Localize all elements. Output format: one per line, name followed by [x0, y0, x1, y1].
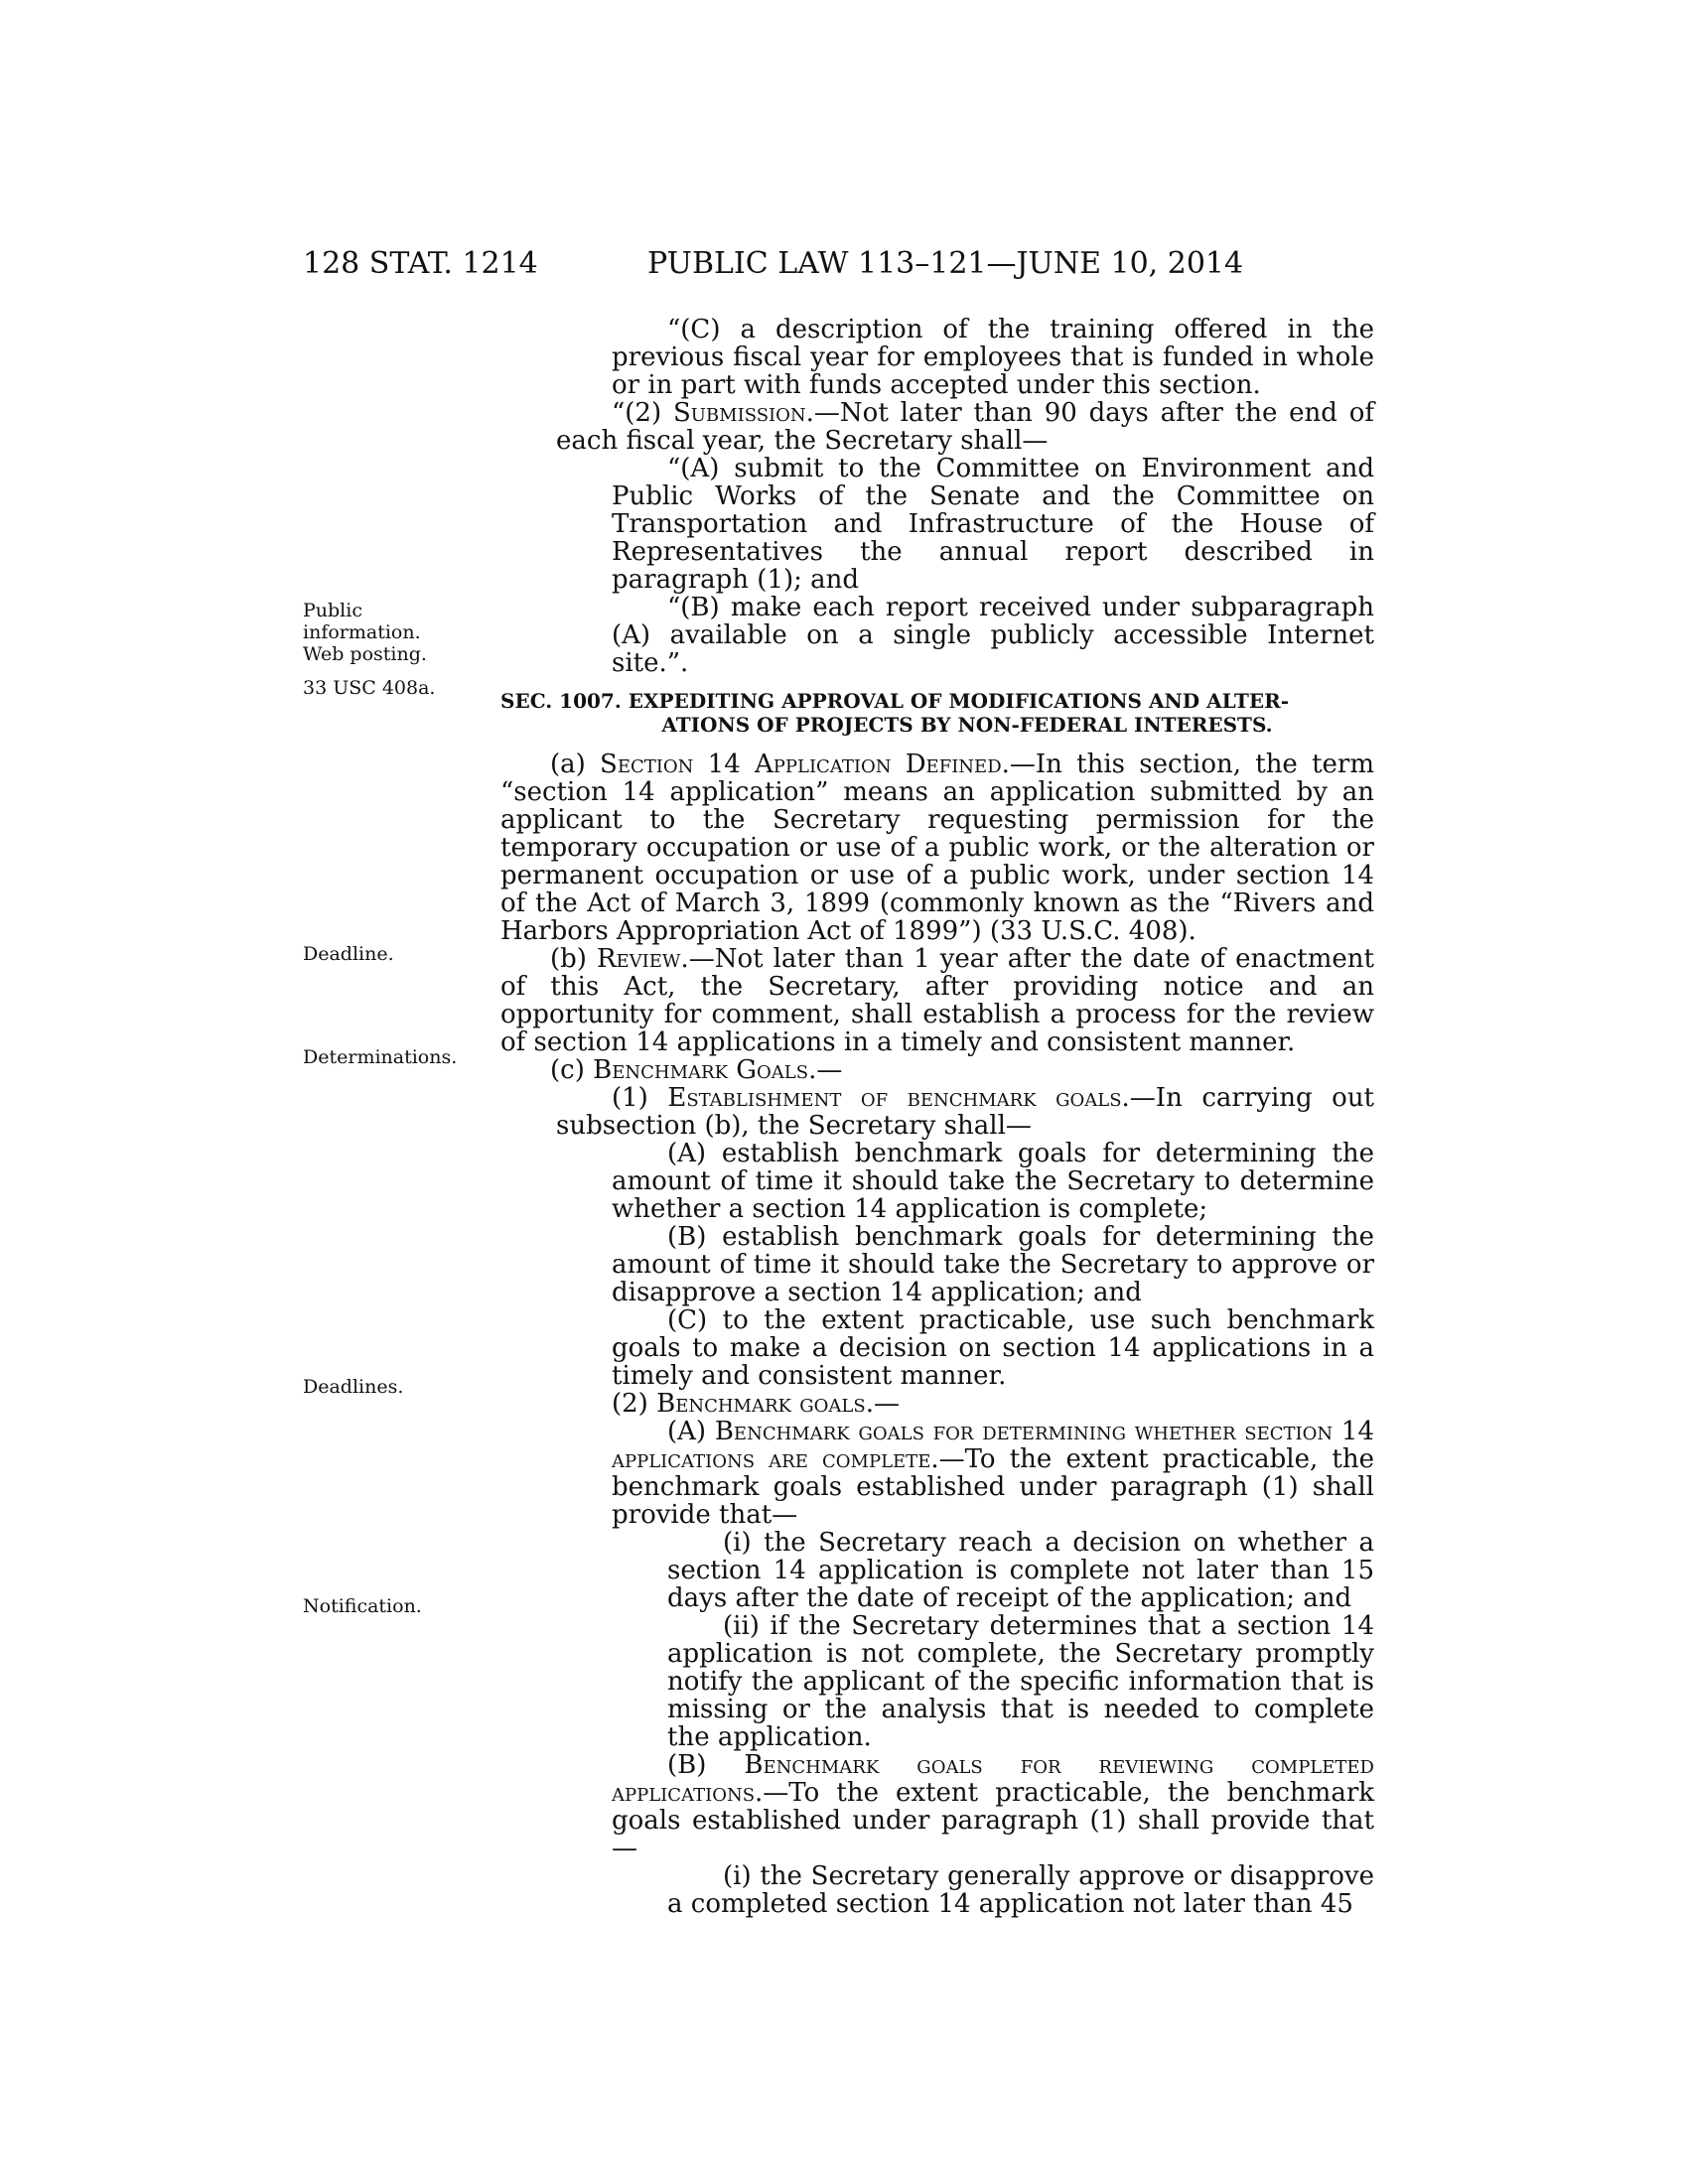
paragraph-c1a: (A) establish benchmark goals for determining the amount of time it should take the Secretary to determine whether a section 14 application is complete; [612, 1139, 1374, 1224]
clause-c2a-ii: (ii) if the Secretary determines that a section 14 application is not complete, the Secretary promptly notify the applicant of the specific information that is missing or the analysis that is needed to complete the application. [667, 1611, 1374, 1752]
paragraph-c2b: (B) Benchmark goals for reviewing completed applications.—To the extent practicable, the benchmark goals established under paragraph (1) shall provide that— [612, 1750, 1374, 1863]
paragraph-c1b: (B) establish benchmark goals for determining the amount of time it should take the Secretary to approve or disapprove a section 14 application; and [612, 1222, 1374, 1307]
page-header-law: PUBLIC LAW 113–121—JUNE 10, 2014 [647, 246, 1244, 281]
clause-c2a-i: (i) the Secretary reach a decision on whether a section 14 application is complete not later than 15 days after the date of receipt of the application; and [667, 1528, 1374, 1613]
subsection-c: (c) Benchmark Goals.— [550, 1055, 843, 1085]
paragraph-2-submission: “(2) Submission.—Not later than 90 days after the end of each fiscal year, the Secretary shall— [556, 398, 1374, 456]
clause-c2b-i: (i) the Secretary generally approve or disapprove a completed section 14 application not later than 45 [667, 1861, 1374, 1919]
margin-note-deadline: Deadline. [303, 943, 394, 965]
paragraph-c-continued: “(C) a description of the training offered in the previous fiscal year for employees that is funded in whole or in part with funds accepted under this section. [612, 315, 1374, 400]
margin-note-notification: Notification. [303, 1595, 422, 1617]
paragraph-c1: (1) Establishment of benchmark goals.—In carrying out subsection (b), the Secretary shall— [556, 1083, 1375, 1141]
section-1007-heading: SEC. 1007. EXPEDITING APPROVAL OF MODIFICATIONS AND ALTER- ATIONS OF PROJECTS BY NON-FEDERAL INTERESTS. [500, 689, 1290, 737]
subsection-a: (a) Section 14 Application Defined.—In this section, the term “section 14 application” means an application submitted by an applicant to the Secretary requesting permission for the temporary occupation or use of a public work, or the alteration or permanent occupation or use of a public work, under section 14 of the Act of March 3, 1899 (commonly known as the “Rivers and Harbors Appropriation Act of 1899”) (33 U.S.C. 408). [500, 750, 1374, 946]
subsection-b: (b) Review.—Not later than 1 year after the date of enactment of this Act, the Secretary, after providing notice and an opportunity for comment, shall establish a process for the review of section 14 applications in a timely and consistent manner. [500, 944, 1374, 1057]
page-header-stat: 128 STAT. 1214 [303, 246, 538, 281]
paragraph-c2a: (A) Benchmark goals for determining whether section 14 applications are complete.—To the extent practicable, the benchmark goals established under paragraph (1) shall provide that— [612, 1417, 1375, 1530]
margin-note-deadlines: Deadlines. [303, 1376, 404, 1398]
margin-note-public-information: Public information. Web posting. [303, 600, 427, 665]
statute-body [500, 316, 1374, 1918]
paragraph-2b: “(B) make each report received under subparagraph (A) available on a single publicly accessible Internet site.”. [612, 593, 1374, 678]
paragraph-c1c: (C) to the extent practicable, use such benchmark goals to make a decision on section 14 applications in a timely and consistent manner. [612, 1305, 1374, 1391]
paragraph-c2: (2) Benchmark goals.— [612, 1389, 900, 1419]
paragraph-2a: “(A) submit to the Committee on Environment and Public Works of the Senate and the Committee on Transportation and Infrastructure of the House of Representatives the annual report described in paragraph (1); and [612, 454, 1374, 595]
margin-note-determinations: Determinations. [303, 1046, 458, 1068]
margin-note-usc: 33 USC 408a. [303, 677, 436, 699]
